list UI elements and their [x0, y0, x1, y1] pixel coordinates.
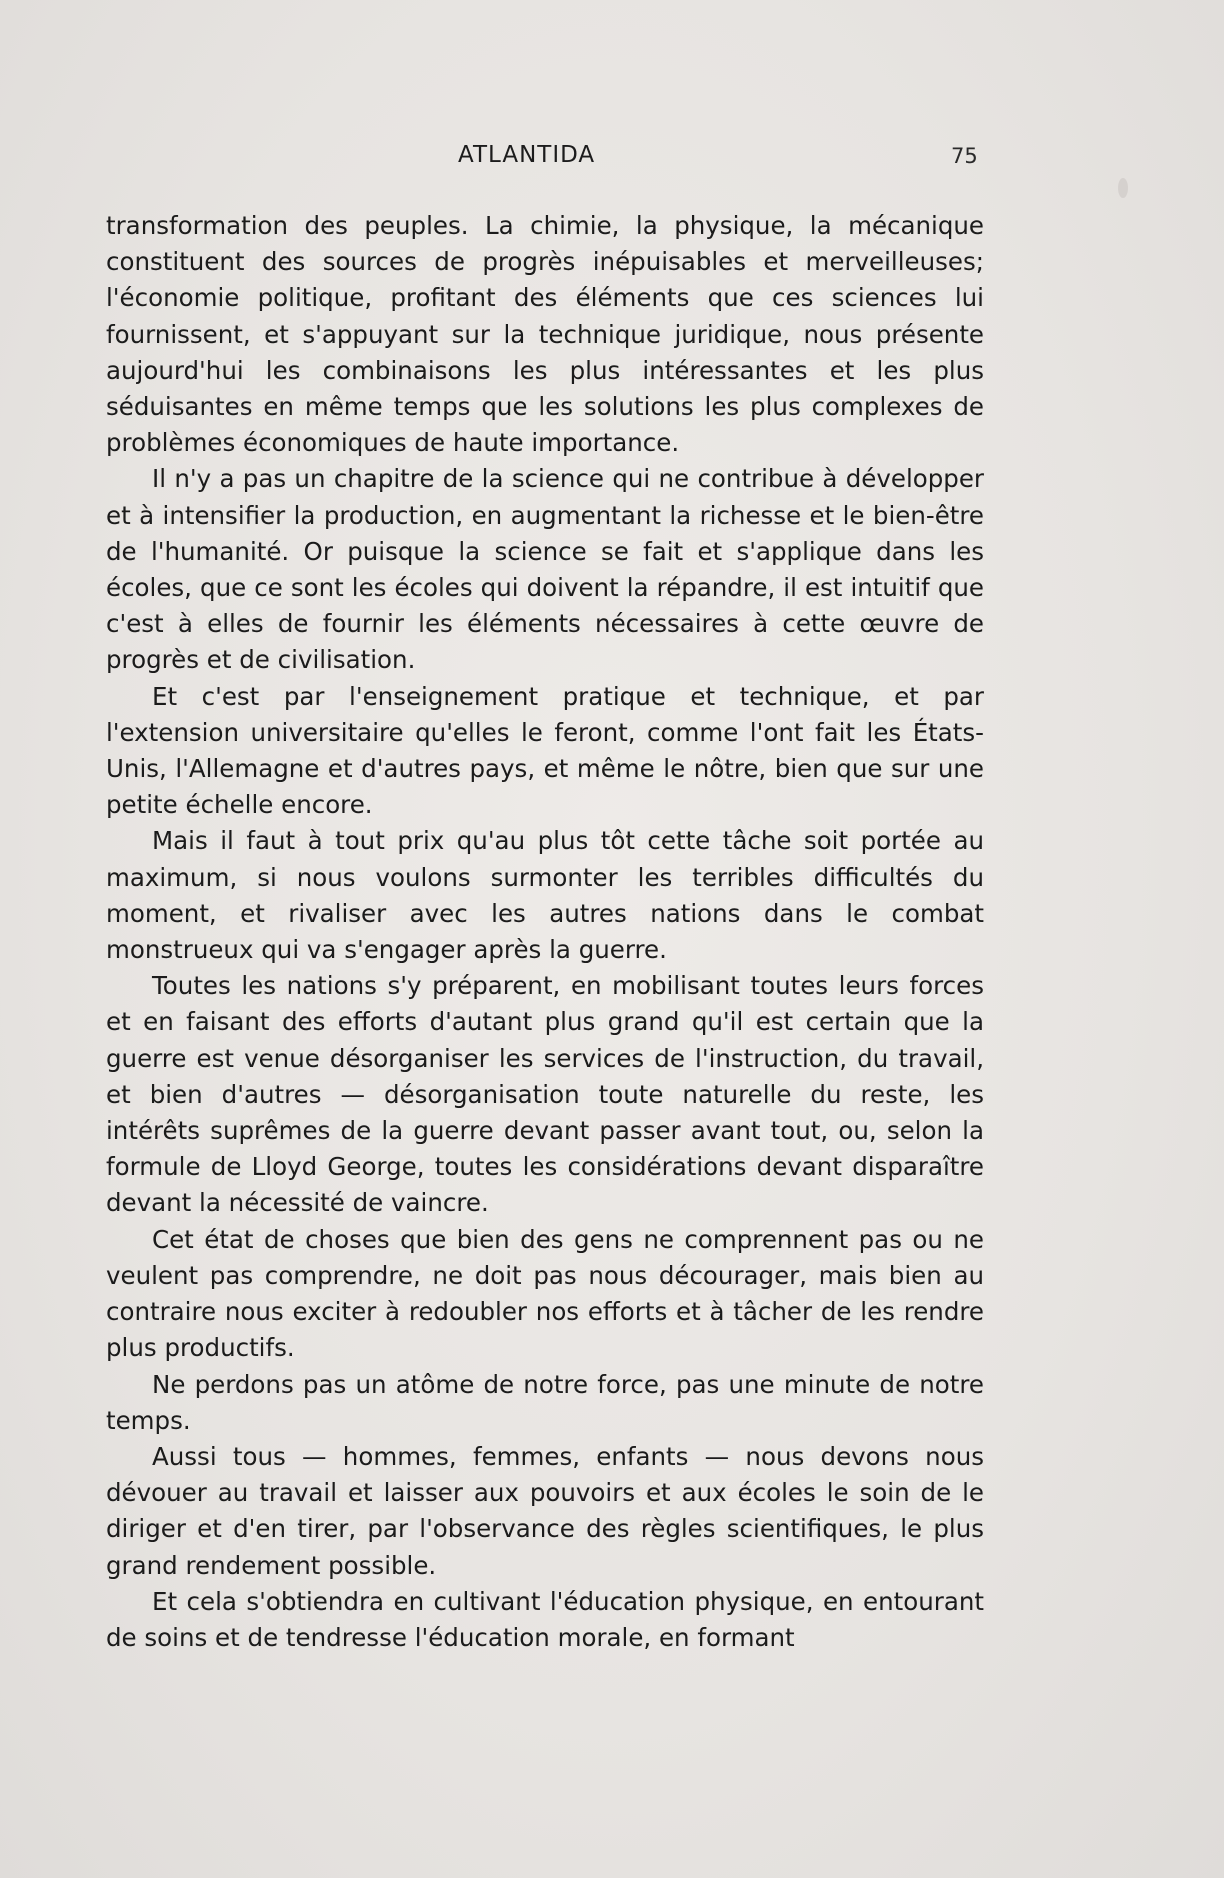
paragraph: Toutes les nations s'y préparent, en mobilisant toutes leurs forces et en faisant des efforts d'autant plus grand qu'il est certain que la guerre est venue désorganiser les services de l'instruction, du travail, et bien d'autres — désorganisation toute naturelle du reste, les intérêts suprêmes de la guerre devant passer avant tout, ou, selon la formule de Lloyd George, toutes les considérations devant disparaître devant la nécessité de vaincre.: [106, 971, 984, 1218]
paragraph: Mais il faut à tout prix qu'au plus tôt cette tâche soit portée au maximum, si nous voulons surmonter les terribles difficultés du moment, et rivaliser avec les autres nations dans le combat monstrueux qui va s'engager après la guerre.: [106, 826, 984, 965]
paragraph: Il n'y a pas un chapitre de la science qui ne contribue à développer et à intensifier la production, en augmentant la richesse et le bien-être de l'humanité. Or puisque la science se fait et s'applique dans les écoles, que ce sont les écoles qui doivent la répandre, il est intuitif que c'est à elles de fournir les éléments nécessaires à cette œuvre de progrès et de civilisation.: [106, 464, 984, 675]
paragraph: Cet état de choses que bien des gens ne comprennent pas ou ne veulent pas comprendre, ne doit pas nous décourager, mais bien au contraire nous exciter à redoubler nos efforts et à tâcher de les rendre plus productifs.: [106, 1224, 984, 1363]
paragraph: Et cela s'obtiendra en cultivant l'éducation physique, en entourant de soins et de tendresse l'éducation morale, en formant: [106, 1586, 984, 1652]
paragraph: transformation des peuples. La chimie, la physique, la mécanique constituent des sources de progrès inépuisables et merveilleuses; l'économie politique, profitant des éléments que ces sciences lui fournissent, et s'appuyant sur la technique juridique, nous présente aujourd'hui les combinaisons les plus intéressantes et les plus séduisantes en même temps que les solutions les plus complexes de problèmes économiques de haute importance.: [106, 211, 984, 458]
running-title: ATLANTIDA: [458, 142, 596, 168]
paragraph: Aussi tous — hommes, femmes, enfants — nous devons nous dévouer au travail et laisser aux pouvoirs et aux écoles le soin de le diriger et d'en tirer, par l'observance des règles scientifiques, le plus grand rendement possible.: [106, 1441, 984, 1580]
paragraph: Ne perdons pas un atôme de notre force, pas une minute de notre temps.: [106, 1369, 984, 1435]
running-head: [0, 142, 1224, 172]
paper-blemish: [1118, 178, 1128, 198]
body-text: [106, 208, 984, 1656]
page-number: 75: [951, 144, 978, 168]
paragraph: Et c'est par l'enseignement pratique et technique, et par l'extension universitaire qu'elles le feront, comme l'ont fait les États-Unis, l'Allemagne et d'autres pays, et même le nôtre, bien que sur une petite échelle encore.: [106, 681, 984, 820]
